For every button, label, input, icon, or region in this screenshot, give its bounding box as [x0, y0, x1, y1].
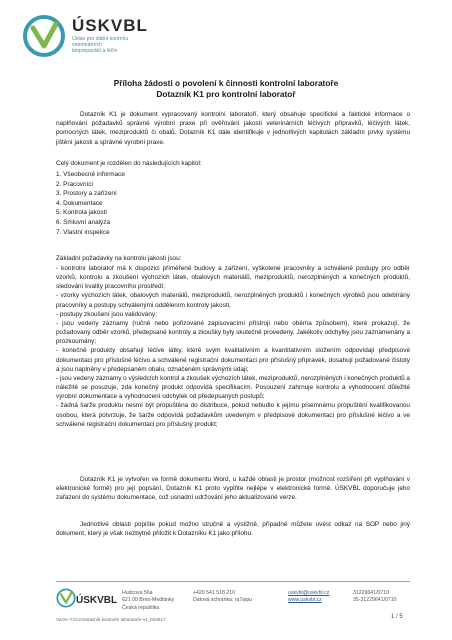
- footer-web: [288, 590, 329, 605]
- requirement-item: - jsou vedeny záznamy (ručně nebo pořizované zapisovacími přístroji nebo oběma způsobem), které prokazují, že požadovaný odběr vzorků, předepsané kontroly a zkoušky byly skutečně provedeny. Jakékoliv odchylky jsou zaznamenány a prozkoumány;: [56, 319, 410, 346]
- chapter-item: 4. Dokumentace: [56, 199, 103, 207]
- website-link[interactable]: www.uskvbl.cz: [288, 597, 322, 604]
- chapter-item: 3. Prostory a zařízení: [56, 190, 117, 198]
- footer-logo-name: ÚSKVBL: [76, 595, 118, 606]
- requirement-item: - kontrolní laboratoř má k dispozici přiměřené budovy a zařízení, vyškolené pracovníky a schválené postupy pro odběr vzorků, kontrolu a zkoušení výchozích látek, obalových materiálů, meziproduktů, nerozplněných a konečných produktů, sledování kvality pracovního prostředí;: [56, 265, 410, 291]
- requirement-item: - vzorky výchozích látek, obalových materiálů, meziproduktů, nerozplněných produktů i konečných výrobků jsou odebírány pracovníky a postupy schválenými oddělením kontroly jakosti;: [56, 292, 410, 309]
- chapter-item: 2. Pracovníci: [56, 180, 93, 188]
- electronic-form-paragraph: Dotazník K1 je vytvořen ve formě dokumentu Word, u každé oblasti je prostor (možnost rozšíření při vyplňování v elektronické formě) pro její popsání, Dotazník K1 proto vyplňte nejlépe v elektronické formě. ÚSKVBL doporučuje jeho zařazení do systému dokumentace, což usnadní udržování jeho aktualizované verze.: [56, 476, 410, 502]
- chapter-list: [56, 170, 125, 237]
- form-version-note: Verze: F213-Dotazník kontrolní laboratoře-v1_020817: [56, 617, 166, 622]
- chapter-item: 6. Smluvní analýza: [56, 218, 110, 226]
- requirements-list: [56, 264, 410, 429]
- chapter-item: 1. Všeobecné informace: [56, 171, 125, 178]
- uskvbl-logo-icon: [22, 14, 66, 58]
- page-number: 1 / 5: [391, 614, 403, 620]
- header-logo: [22, 14, 152, 62]
- requirement-item: - konečné produkty obsahují léčivé látky, které svým kvalitativním a kvantitativním složením odpovídají předpisové dokumentaci pro příslušné léčivo a schválené registrační dokumentaci pro příslušný přípravek, dosahují požadované čistoty a jsou naplněny v předepsaném obalu, označeném správnými údaji;: [56, 347, 410, 373]
- chapter-item: 7. Vlastní inspekce: [56, 228, 110, 236]
- logo-name: ÚSKVBL: [72, 16, 148, 35]
- footer-logo: [56, 584, 116, 614]
- footer-ids: 31229641/0710 35-31229641/0710: [353, 590, 397, 604]
- closing-paragraph: Jednotlivé oblasti popište pokud možno stručně a výstižně, případně můžete uvést odkaz na SOP nebo jiný dokument, který je však nezbytné přiložit k Dotazníku K1 jako přílohu.: [56, 521, 410, 538]
- document-subtitle: Dotazník K1 pro kontrolní laboratoř: [156, 89, 296, 99]
- footer-contact: +420 541 518 210 Datová schránka: ra7aipu: [193, 590, 253, 604]
- footer-divider: [56, 581, 410, 582]
- uskvbl-logo-icon: [56, 588, 76, 608]
- requirement-item: - žádná šarže produktu nesmí být propuštěna do distribuce, pokud nebudlo k jejímu písemnému propuštění kvalifikovanou osobou, která potvrzuje, že šarže odpovídá požadavkům uvedeným v předpisové dokumentaci pro příslušné léčivo a ve schválené registrační dokumentaci pro příslušný produkt;: [56, 402, 410, 428]
- requirement-item: - jsou vedeny záznamy o výsledcích kontrol a zkoušek výchozích látek, meziproduktů, nerozplněných i konečných produktů a náležitě se posuzuje, zda konečný produkt odpovídá specifikacím. Posouzení zahrnuje kontrolu a vyhodnocení důležité výrobní dokumentace a vyhodnocení odchylek od předepsaných postupů;: [56, 374, 410, 401]
- email-link[interactable]: uskvbl@uskvbl.cz: [288, 590, 330, 596]
- requirements-intro: Základní požadavky na kontrolu jakosti jsou:: [56, 255, 182, 262]
- intro-paragraph: Dotazník K1 je dokument vypracovaný kontrolní laboratoří, který obsahuje specifické a faktické informace o naplňování požadavků správné výrobní praxe při ověřování jakosti veterinárních léčivých přípravků, léčivých látek, pomocných látek, meziproduktů či obalů. Dotazník K1 dále identifikuje v jednotlivých kapitolách základní prvky systému jištění jakosti a správné výrobní praxe.: [56, 111, 410, 146]
- logo-subtitle: Ústav pro státní kontrolu veterinárních biopreparátů a léčiv: [72, 36, 129, 54]
- footer-address: Hudcova 56a 621 00 Brno-Medlánky Česká republika: [122, 590, 175, 611]
- chapters-intro: Celý dokument je rozdělen do následujících kapitol:: [56, 160, 202, 167]
- document-title: Příloha žádosti o povolení k činnosti kontrolní laboratoře: [113, 78, 339, 88]
- requirement-item: - postupy zkoušení jsou validovány;: [56, 310, 157, 318]
- chapter-item: 5. Kontrola jakosti: [56, 209, 107, 217]
